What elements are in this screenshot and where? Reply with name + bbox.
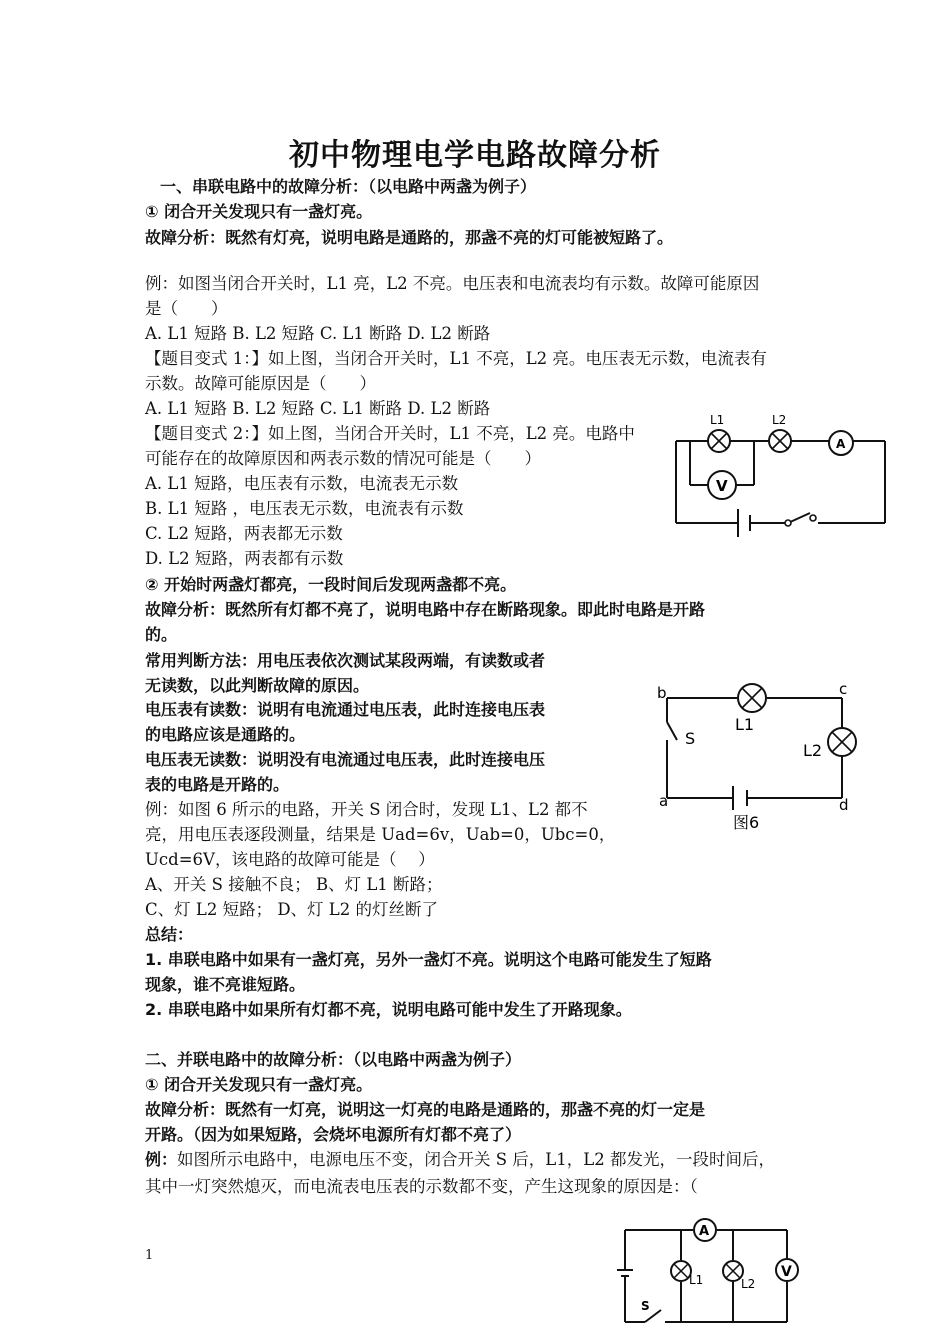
voltmeter-noreading-line2: 表的电路是开路的。 — [145, 775, 290, 794]
section2-analysis-line2: 开路。（因为如果短路，会烧坏电源所有灯都不亮了） — [145, 1125, 522, 1144]
example-line2: 是（ ） — [145, 299, 228, 318]
fig6-label-s: S — [685, 729, 696, 748]
circuit-figure-3 — [605, 1212, 815, 1332]
analysis2-line1: 故障分析：既然所有灯都不亮了，说明电路中存在断路现象。即此时电路是开路 — [145, 600, 706, 619]
section2-example-line1: 例：如图所示电路中，电源电压不变，闭合开关 S 后，L1，L2 都发光，一段时间后， — [145, 1150, 775, 1169]
fig1-voltmeter-label: V — [716, 477, 728, 495]
page-title: 初中物理电学电路故障分析 — [289, 138, 661, 173]
summary1-line1: 1. 串联电路中如果有一盏灯亮，另外一盏灯不亮。说明这个电路可能发生了短路 — [145, 950, 712, 969]
fig1-label-l1: L1 — [710, 413, 725, 427]
variant2-option-c: C. L2 短路，两表都无示数 — [145, 524, 343, 543]
fig3-voltmeter-label: V — [781, 1264, 792, 1280]
summary1-line2: 现象，谁不亮谁短路。 — [145, 975, 306, 994]
fig6-caption: 图6 — [733, 813, 760, 832]
example-line1: 例：如图当闭合开关时，L1 亮，L2 不亮。电压表和电流表均有示数。故障可能原因 — [145, 274, 760, 293]
method-line1: 常用判断方法：用电压表依次测试某段两端，有读数或者 — [145, 651, 546, 670]
fig6-label-d: d — [839, 796, 849, 814]
fig3-label-l2: L2 — [741, 1277, 756, 1291]
case1: ① 闭合开关发现只有一盏灯亮。 — [145, 202, 373, 221]
summary2: 2. 串联电路中如果所有灯都不亮，说明电路可能中发生了开路现象。 — [145, 1000, 632, 1019]
variant1-options: A. L1 短路 B. L2 短路 C. L1 断路 D. L2 断路 — [145, 399, 491, 418]
example2-line1: 例：如图 6 所示的电路，开关 S 闭合时，发现 L1、L2 都不 — [145, 800, 588, 819]
example2-line3: Ucd=6V，该电路的故障可能是（ ） — [145, 850, 435, 869]
section2-heading: 二、并联电路中的故障分析：（以电路中两盏为例子） — [145, 1050, 522, 1069]
case2: ② 开始时两盏灯都亮，一段时间后发现两盏都不亮。 — [145, 575, 517, 594]
voltmeter-reading-line1: 电压表有读数：说明有电流通过电压表，此时连接电压表 — [145, 700, 546, 719]
section2-analysis-line1: 故障分析：既然有一灯亮，说明这一灯亮的电路是通路的，那盏不亮的灯一定是 — [145, 1100, 706, 1119]
example-label: 例： — [145, 1150, 178, 1169]
voltmeter-noreading-line1: 电压表无读数：说明没有电流通过电压表，此时连接电压 — [145, 750, 546, 769]
variant2-option-b: B. L1 短路 ，电压表无示数，电流表有示数 — [145, 499, 464, 518]
voltmeter-reading-line2: 的电路应该是通路的。 — [145, 725, 306, 744]
analysis1: 故障分析：既然有灯亮，说明电路是通路的，那盏不亮的灯可能被短路了。 — [145, 228, 674, 247]
fig3-label-s: S — [641, 1299, 650, 1313]
fig6-label-l2: L2 — [803, 741, 823, 760]
fig6-label-l1: L1 — [735, 715, 755, 734]
example2-line2: 亮，用电压表逐段测量，结果是 Uad=6v，Uab=0，Ubc=0， — [145, 825, 616, 844]
fig6-label-b: b — [657, 684, 667, 702]
fig3-ammeter-label: A — [699, 1224, 710, 1239]
fig6-label-c: c — [839, 682, 848, 698]
fig3-label-l1: L1 — [689, 1273, 704, 1287]
variant1-line1: 【题目变式 1：】如上图，当闭合开关时，L1 不亮，L2 亮。电压表无示数，电流表有 — [145, 349, 767, 368]
circuit-figure-1 — [668, 405, 893, 555]
method-line2: 无读数，以此判断故障的原因。 — [145, 676, 370, 695]
section2-example-line2: 其中一灯突然熄灭，而电流表电压表的示数都不变，产生这现象的原因是：（ — [145, 1177, 698, 1196]
section2-case1: ① 闭合开关发现只有一盏灯亮。 — [145, 1075, 373, 1094]
variant1-line2: 示数。故障可能原因是（ ） — [145, 374, 376, 393]
variant2-option-d: D. L2 短路，两表都有示数 — [145, 549, 344, 568]
summary-heading: 总结： — [145, 925, 194, 944]
example-options: A. L1 短路 B. L2 短路 C. L1 断路 D. L2 断路 — [145, 324, 491, 343]
fig1-label-l2: L2 — [772, 413, 787, 427]
example2-options-ab: A、开关 S 接触不良； B、灯 L1 断路； — [145, 875, 443, 894]
section1-heading: 一、串联电路中的故障分析：（以电路中两盏为例子） — [160, 177, 537, 196]
circuit-figure-6 — [655, 682, 865, 832]
fig6-label-a: a — [659, 792, 669, 810]
page-number: 1 — [145, 1248, 154, 1263]
example2-options-cd: C、灯 L2 短路； D、灯 L2 的灯丝断了 — [145, 900, 438, 919]
fig1-ammeter-label: A — [836, 437, 846, 451]
variant2-option-a: A. L1 短路，电压表有示数，电流表无示数 — [145, 474, 459, 493]
analysis2-line2: 的。 — [145, 625, 178, 644]
variant2-line2: 可能存在的故障原因和两表示数的情况可能是（ ） — [145, 449, 541, 468]
variant2-line1: 【题目变式 2：】如上图，当闭合开关时，L1 不亮，L2 亮。电路中 — [145, 424, 635, 443]
